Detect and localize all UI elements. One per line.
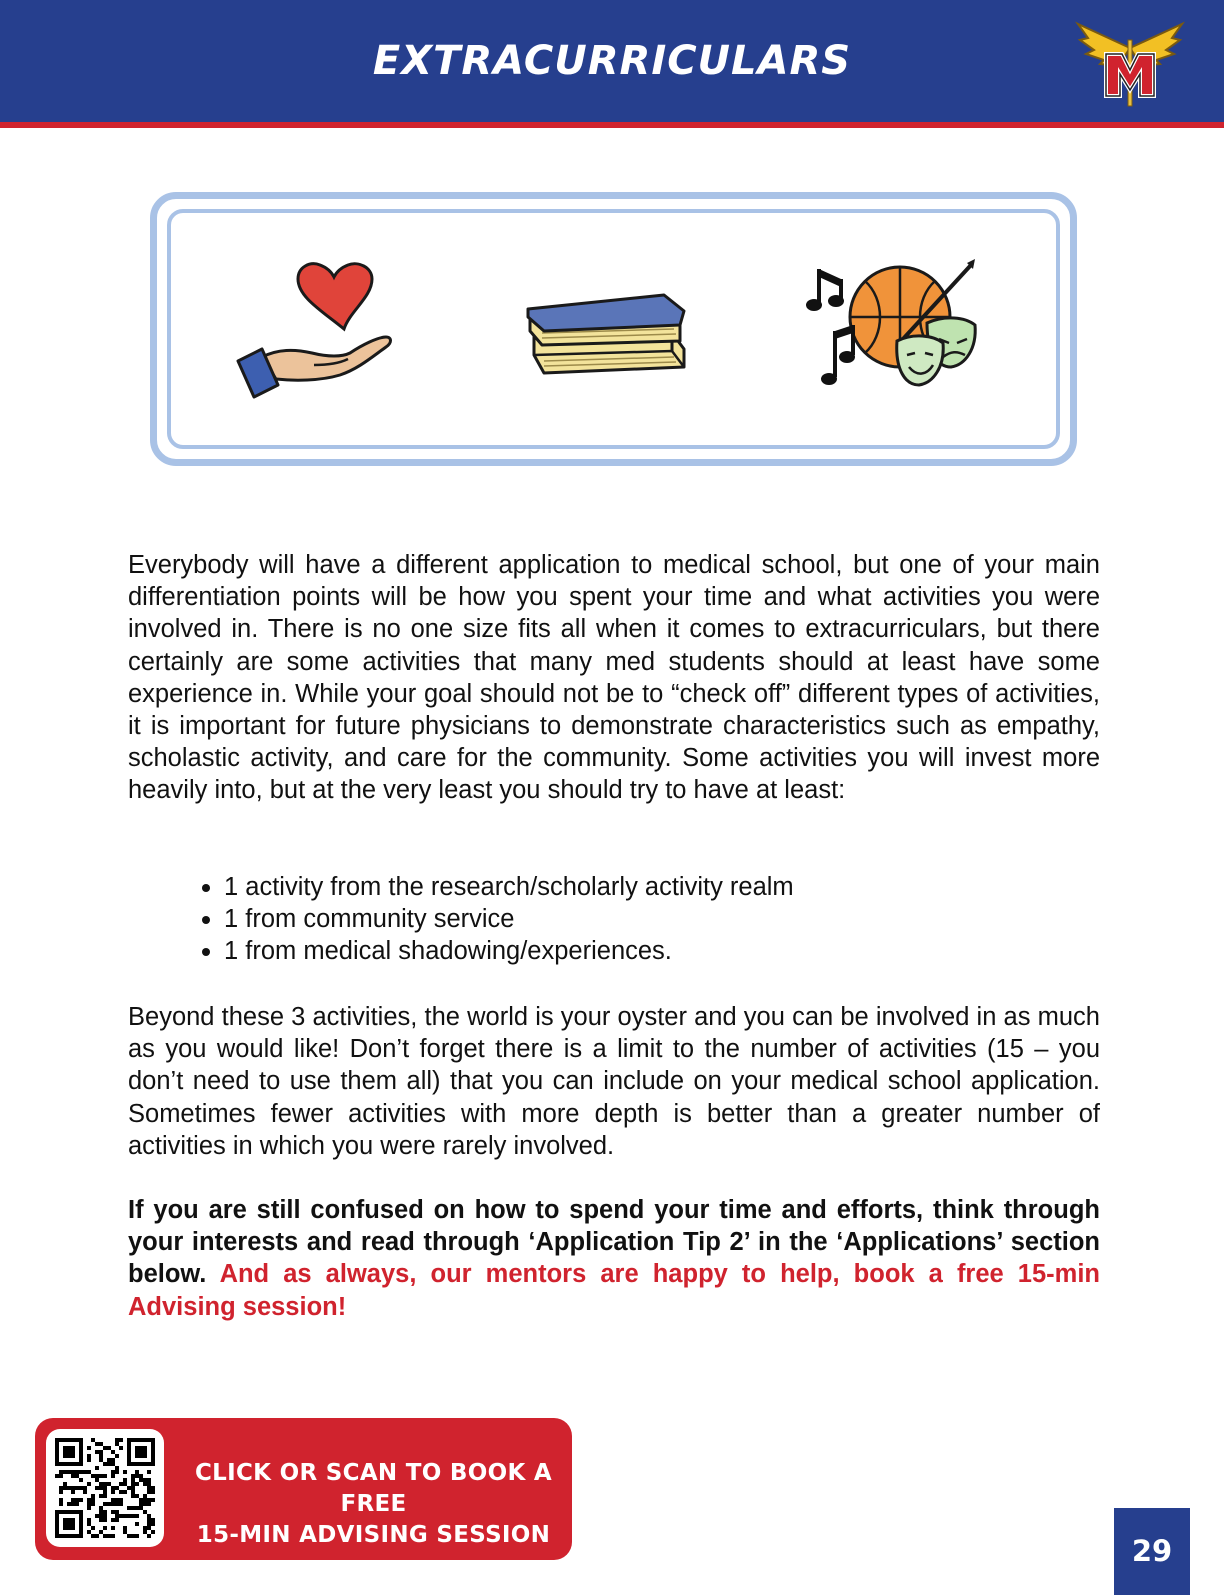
beyond-paragraph: Beyond these 3 activities, the world is your oyster and you can be involved in as much as you would like! Don’t forget there is a limit to the number of activities (15 – you don’t need to use them all) that you can include on your medical school application. Sometimes fewer activities with more depth is better than a greater number of activities in which you were rarely involved.	[128, 1003, 1100, 1160]
heart-hand-icon	[232, 261, 402, 401]
book-advising-button[interactable]	[35, 1418, 572, 1560]
list-item: 1 from medical shadowing/experiences.	[200, 935, 794, 967]
cta-line-1: CLICK OR SCAN TO BOOK A FREE	[195, 1460, 552, 1517]
activity-list	[200, 871, 794, 968]
cta-label[interactable]	[185, 1458, 562, 1551]
books-icon	[522, 289, 692, 379]
page-title: EXTRACURRICULARS	[372, 38, 852, 84]
page-number: 29	[1114, 1508, 1190, 1595]
closing-paragraph	[128, 1194, 1100, 1323]
activities-icon	[805, 259, 995, 399]
icon-panel	[150, 192, 1077, 466]
qr-code[interactable]	[46, 1429, 164, 1547]
list-item: 1 from community service	[200, 903, 794, 935]
advising-link-text[interactable]: And as always, our mentors are happy to help, book a free 15-min Advising session!	[128, 1260, 1100, 1321]
closing-text: If you are still confused on how to spend your time and efforts, think through your interests and read through ‘Application Tip 2’ in the ‘Applications’ section below.	[128, 1196, 1100, 1289]
intro-paragraph: Everybody will have a different application to medical school, but one of your main differentiation points will be how you spent your time and what activities you were involved in. There is no one size fits all when it comes to extracurriculars, but there certainly are some activities that many med students should at least have some experience in. While your goal should not be to “check off” different types of activities, it is important for future physicians to demonstrate characteristics such as empathy, scholastic activity, and care for the community. Some activities you will invest more heavily into, but at the very least you should try to have at least:	[128, 551, 1100, 805]
list-item: 1 activity from the research/scholarly activity realm	[200, 871, 794, 903]
page-header	[0, 0, 1224, 128]
winged-m-logo	[1074, 18, 1186, 110]
cta-line-2: 15-MIN ADVISING SESSION	[196, 1522, 551, 1548]
qr-code-icon	[55, 1438, 155, 1538]
